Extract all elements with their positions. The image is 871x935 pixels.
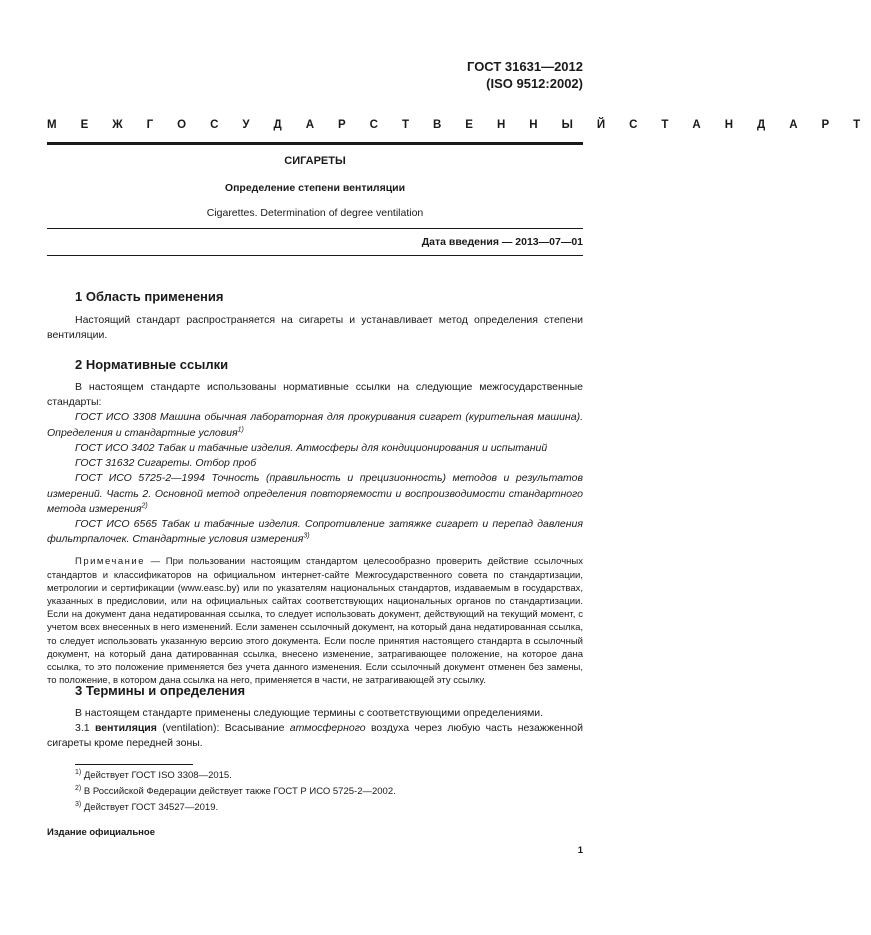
scope-text: Настоящий стандарт распространяется на сигареты и устанавливает метод определения степени вентиляции.	[47, 314, 583, 342]
ref-item: ГОСТ ИСО 5725-2—1994 Точность (правильность и прецизионность) методов и результатов измерений. Часть 2. Основной метод определения повторяемости и воспроизводимости стандартного метода измерения$^{2)}$	[47, 472, 583, 515]
date-divider	[47, 255, 583, 256]
footnote-item: $^{1)}$ Действует ГОСТ ISO 3308—2015.	[75, 768, 232, 781]
note-text: — При пользовании настоящим стандартом целесообразно проверить действие ссылочных стандартов и классификаторов на официальном интернет-сайте Межгосударственного совета по стандартизации, метрологии и сертификации (www.easc.by) или по указателям национальных стандартов, издаваемым в государствах, указанных в предисловии, или на официальных сайтах соответствующих национальных органов по стандартизации. Если на документ дана недатированная ссылка, то следует использовать документ, действующий на текущий момент, с учетом всех внесенных в него изменений. Если заменен ссылочный документ, на который дана недатированная ссылка, то следует использовать указанную версию этого документа. Если после принятия настоящего стандарта в ссылочный документ, на который дана датированная ссылка, внесено изменение, затрагивающее положение, на которое дана ссылка, то это положение применяется без учета данного изменения. Если ссылочный документ отменен без замены, то положение, в котором дана ссылка на него, применяется в части, не затрагивающей эту ссылку.	[47, 556, 583, 687]
footnote-item: $^{3)}$ Действует ГОСТ 34527—2019.	[75, 800, 219, 813]
section-heading-scope: 1 Область применения	[75, 289, 224, 304]
document-code-iso: (ISO 9512:2002)	[486, 76, 583, 91]
ref-item: ГОСТ 31632 Сигареты. Отбор проб	[75, 457, 257, 470]
title-divider	[47, 228, 583, 229]
edition-label: Издание официальное	[47, 827, 155, 838]
page-number: 1	[577, 845, 583, 856]
term-name: вентиляция	[94, 722, 157, 735]
terms-intro: В настоящем стандарте применены следующие термины с соответствующими определениями.	[75, 707, 544, 719]
document-title: СИГАРЕТЫ	[284, 155, 346, 167]
standard-type-heading: М Е Ж Г О С У Д А Р С Т В Е Н Н Ы Й С Т А Н Д А Р Т	[47, 119, 871, 131]
footnote-rule	[75, 764, 193, 765]
ref-item: ГОСТ ИСО 3402 Табак и табачные изделия. Атмосферы для кондиционирования и испытаний	[75, 441, 548, 454]
refs-intro: В настоящем стандарте использованы нормативные ссылки на следующие межгосударственные стандарты:	[47, 381, 583, 409]
footnote-item: $^{2)}$ В Российской Федерации действует также ГОСТ Р ИСО 5725-2—2002.	[75, 784, 396, 797]
section-heading-refs: 2 Нормативные ссылки	[75, 357, 229, 372]
english-title: Cigarettes. Determination of degree ventilation	[206, 207, 424, 219]
term-definition: 3.1 вентиляция (ventilation): Всасывание атмосферного воздуха через любую часть незажженной сигареты кроме передней зоны.	[47, 722, 583, 750]
ref-item: ГОСТ ИСО 3308 Машина обычная лабораторная для прокуривания сигарет (курительная машина). Определения и стандартные условия$^{1)}$	[47, 411, 583, 439]
section-heading-terms: 3 Термины и определения	[75, 683, 246, 698]
section-scope	[47, 288, 583, 343]
refs-note	[47, 555, 583, 687]
document-subtitle: Определение степени вентиляции	[224, 182, 406, 194]
note-label: Примечание	[75, 556, 145, 568]
introduction-date: Дата введения — 2013—07—01	[421, 236, 583, 248]
section-terms	[47, 682, 583, 752]
footnotes	[75, 768, 396, 816]
ref-item: ГОСТ ИСО 6565 Табак и табачные изделия. Сопротивление затяжке сигарет и перепад давления фильтрпалочек. Стандартные условия измерения$^{3)}$	[47, 517, 583, 546]
section-normative-refs	[47, 356, 583, 687]
header-rule	[47, 142, 583, 145]
document-code	[467, 58, 583, 92]
document-code-gost: ГОСТ 31631—2012	[467, 59, 583, 74]
